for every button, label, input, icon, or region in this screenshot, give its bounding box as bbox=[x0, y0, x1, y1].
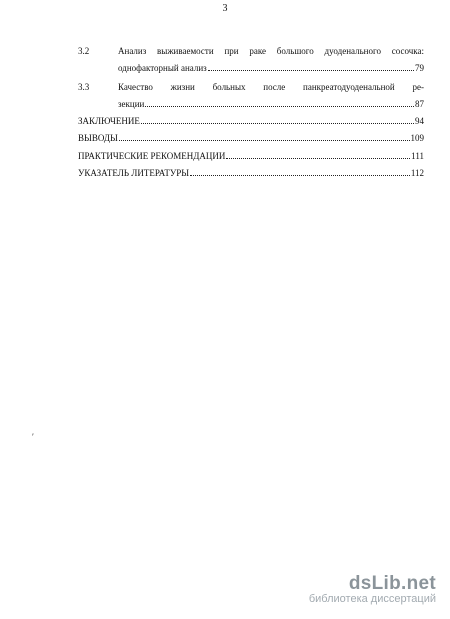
toc-section-number: 3.3 bbox=[78, 82, 90, 92]
toc-entry-recommendations[interactable] bbox=[78, 151, 424, 162]
toc-section-number: 3.2 bbox=[78, 46, 90, 56]
toc-page-number: 79 bbox=[415, 63, 424, 73]
toc-entry-title: УКАЗАТЕЛЬ ЛИТЕРАТУРЫ bbox=[78, 168, 190, 178]
leader-dots bbox=[190, 175, 410, 176]
watermark bbox=[309, 573, 436, 605]
toc-entry-title: ПРАКТИЧЕСКИЕ РЕКОМЕНДАЦИИ bbox=[78, 151, 226, 161]
toc-page-number: 111 bbox=[411, 151, 424, 161]
toc-entry-conclusion[interactable] bbox=[78, 116, 424, 127]
leader-dots bbox=[226, 158, 410, 159]
toc-entry-3-2[interactable] bbox=[118, 63, 424, 74]
stray-mark: ′ bbox=[32, 432, 34, 442]
leader-dots bbox=[119, 140, 410, 141]
toc-entry-title: зекции bbox=[118, 99, 145, 109]
toc-entry-3-3[interactable] bbox=[118, 99, 424, 110]
toc-entry-title: однофакторный анализ bbox=[118, 63, 207, 73]
toc-entry-findings[interactable] bbox=[78, 133, 424, 144]
toc-section-title-line: Качество жизни больных после панкреатодуоденальной ре- bbox=[118, 82, 424, 92]
toc-page-number: 87 bbox=[415, 99, 424, 109]
leader-dots bbox=[145, 106, 414, 107]
watermark-logo: dsLib.net bbox=[348, 573, 436, 594]
watermark-subtitle: библиотека диссертаций bbox=[308, 593, 436, 605]
toc-section-title-line: Анализ выживаемости при раке большого дуоденального сосочка: bbox=[118, 46, 424, 56]
toc-entry-title: ЗАКЛЮЧЕНИЕ bbox=[78, 116, 140, 126]
page-number: 3 bbox=[222, 3, 228, 14]
toc-page-number: 109 bbox=[410, 133, 424, 143]
toc-page-number: 94 bbox=[415, 116, 424, 126]
leader-dots bbox=[141, 123, 414, 124]
leader-dots bbox=[208, 70, 414, 71]
toc-entry-title: ВЫВОДЫ bbox=[78, 133, 118, 143]
toc-entry-references[interactable] bbox=[78, 168, 424, 179]
toc-page-number: 112 bbox=[410, 168, 424, 178]
